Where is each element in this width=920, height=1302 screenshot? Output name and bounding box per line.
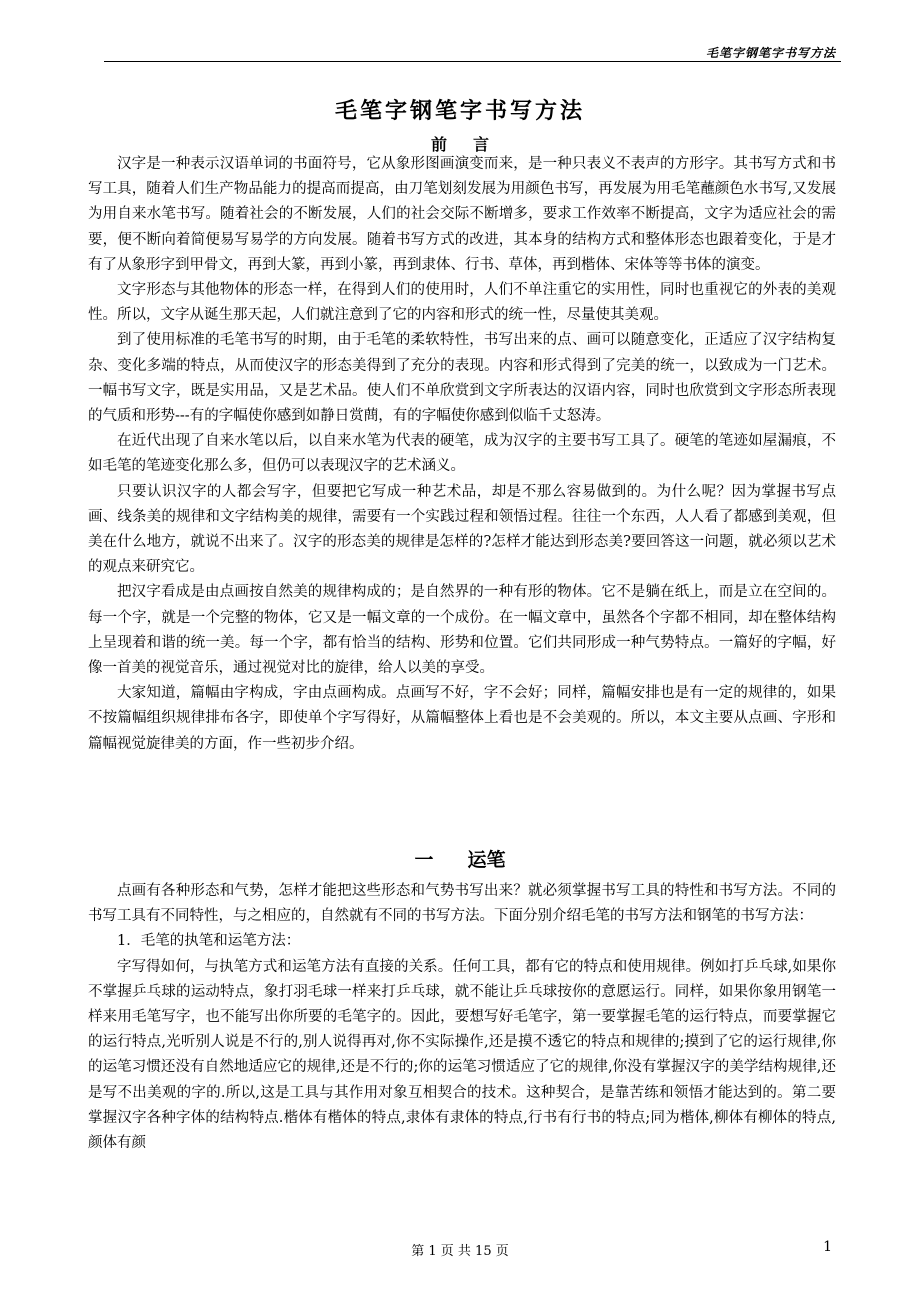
paragraph: 把汉字看成是由点画按自然美的规律构成的；是自然界的一种有形的物体。它不是躺在纸上，而是立在空间的。每一个字，就是一个完整的物体，它又是一幅文章的一个成份。在一幅文章中，虽然各个字都不相同，却在整体结构上呈现着和谐的统一美。每一个字，都有恰当的结构、形势和位置。它们共同形成一种气势特点。一篇好的字幅，好像一首美的视觉音乐，通过视觉对比的旋律，给人以美的享受。 <box>88 584 836 677</box>
running-header-title: 毛笔字钢笔字书写方法 <box>705 46 836 60</box>
paragraph: 到了使用标准的毛笔书写的时期，由于毛笔的柔软特性，书写出来的点、画可以随意变化，正适应了汉字结构复杂、变化多端的特点，从而使汉字的形态美得到了充分的表现。内容和形式得到了完美的统一，以致成为一门艺术。一幅书写文字，既是实用品，又是艺术品。使人们不单欣赏到文字所表达的汉语内容，同时也欣赏到文字形态所表现的气质和形势---有的字幅使你感到如静日赏蔄，有的字幅使你感到似临千丈怒涛。 <box>88 332 836 425</box>
section-heading <box>0 845 920 872</box>
section-body <box>88 879 836 1156</box>
paragraph: 文字形态与其他物体的形态一样，在得到人们的使用时，人们不单注重它的实用性，同时也重视它的外表的美观性。所以，文字从诞生那天起，人们就注意到了它的内容和形式的统一性，尽量使其美观。 <box>88 282 836 324</box>
paragraph: 汉字是一种表示汉语单词的书面符号，它从象形图画演变而来，是一种只表义不表声的方形字。其书写方式和书写工具，随着人们生产物品能力的提高而提高，由刀笔划刻发展为用颜色书写，再发展为用毛笔蘸颜色水书写,又发展为用自来水笔书写。随着社会的不断发展，人们的社会交际不断增多，要求工作效率不断提高，文字为适应社会的需要，便不断向着简便易写易学的方向发展。随着书写方式的改进，其本身的结构方式和整体形态也跟着变化，于是才有了从象形字到甲骨文，再到大篆，再到小篆，再到隶体、行书、草体，再到楷体、宋体等等书体的演变。 <box>88 156 836 273</box>
preface-body <box>88 152 836 757</box>
paragraph: 点画有各种形态和气势，怎样才能把这些形态和气势书写出来？就必须掌握书写工具的特性和书写方法。不同的书写工具有不同特性，与之相应的，自然就有不同的书写方法。下面分别介绍毛笔的书写方法和钢笔的书写方法： <box>88 883 836 925</box>
paragraph: 在近代出现了自来水笔以后，以自来水笔为代表的硬笔，成为汉字的主要书写工具了。硬笔的笔迹如屋漏痕，不如毛笔的笔迹变化那么多，但仍可以表现汉字的艺术涵义。 <box>88 433 836 475</box>
page-indicator: 第 1 页 共 15 页 <box>411 1244 509 1259</box>
subheading: 1．毛笔的执笔和运笔方法： <box>117 933 301 950</box>
document-title: 毛笔字钢笔字书写方法 <box>334 98 585 124</box>
paragraph: 大家知道，篇幅由字构成，字由点画构成。点画写不好，字不会好；同样，篇幅安排也是有一定的规律的，如果不按篇幅组织规律排布各字，即使单个字写得好，从篇幅整体上看也是不会美观的。所以，本文主要从点画、字形和篇幅视觉旋律美的方面，作一些初步介绍。 <box>88 685 836 752</box>
section-title: 运笔 <box>467 849 506 871</box>
preface-heading: 前言 <box>430 135 515 154</box>
header-divider <box>104 61 841 62</box>
paragraph: 字写得如何，与执笔方式和运笔方法有直接的关系。任何工具，都有它的特点和使用规律。例如打乒乓球,如果你不掌握乒乓球的运动特点，象打羽毛球一样来打乒乓球，就不能让乒乓球按你的意愿运行。同样，如果你象用钢笔一样来用毛笔写字，也不能写出你所要的毛笔字的。因此，要想写好毛笔字，第一要掌握毛笔的运行特点，而要掌握它的运行特点,光听别人说是不行的,别人说得再对,你不实际操作,还是摸不透它的特点和规律的;摸到了它的运行规律,你的运笔习惯还没有自然地适应它的规律,还是不行的;你的运笔习惯适应了它的规律,你没有掌握汉字的美学结构规律,还是写不出美观的字的.所以,这是工具与其作用对象互相契合的技术。这种契合，是靠苦练和领悟才能达到的。第二要掌握汉字各种字体的结构特点.楷体有楷体的特点,隶体有隶体的特点,行书有行书的特点;同为楷体,柳体有柳体的特点,颜体有颜 <box>88 958 836 1152</box>
page-number: 1 <box>823 1239 832 1255</box>
paragraph: 只要认识汉字的人都会写字，但要把它写成一种艺术品，却是不那么容易做到的。为什么呢？因为掌握书写点画、线条美的规律和文字结构美的规律，需要有一个实践过程和领悟过程。往往一个东西，人人看了都感到美观，但美在什么地方，就说不出来了。汉字的形态美的规律是怎样的?怎样才能达到形态美?要回答这一问题，就必须以艺术的观点来研究它。 <box>88 483 836 576</box>
section-number: 一 <box>414 849 434 871</box>
